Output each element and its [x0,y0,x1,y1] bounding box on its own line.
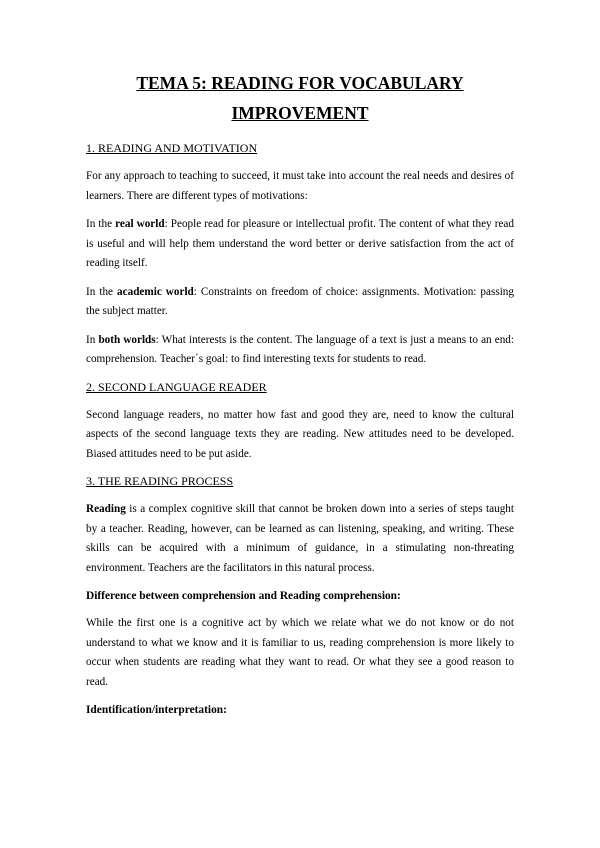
both-worlds-paragraph [86,331,514,370]
reading-term: Reading [86,503,126,515]
reading-text: is a complex cognitive skill that cannot be broken down into a series of steps taught by a teacher. Reading, however, can be learned as can listening, speaking, and writing. These skills can be acquired with a minimum of guidance, in a stimulating non-threating environment. Teachers are the facilitators in this natural process. [86,503,514,574]
real-world-paragraph [86,215,514,274]
both-worlds-text: : What interests is the content. The language of a text is just a means to an end: comprehension. Teacher´s goal: to find interesting texts for students to read. [86,333,514,365]
academic-world-term: academic world [117,285,194,298]
difference-paragraph: While the first one is a cognitive act by which we relate what we do not know or do not understand to what we know and it is familiar to us, reading comprehension is more likely to occur when students are reading what they want to read. Or what they see a good reason to read. [86,617,514,688]
section-2-paragraph: Second language readers, no matter how fast and good they are, need to know the cultural aspects of the second language texts they are reading. New attitudes need to be developed. Biased attitudes need to be put aside. [86,408,514,460]
both-worlds-term: both worlds [98,333,156,346]
document-title [86,68,514,128]
both-worlds-prefix: In [86,333,99,346]
identification-subheading: Identification/interpretation: [86,704,227,716]
section-2-heading: 2. SECOND LANGUAGE READER [86,379,267,394]
academic-world-prefix: In the [86,285,118,298]
document-page [86,68,514,728]
real-world-prefix: In the [86,218,116,230]
title-line-2: IMPROVEMENT [231,103,369,123]
difference-subheading: Difference between comprehension and Reading comprehension: [86,590,401,602]
real-world-text: : People read for pleasure or intellectual profit. The content of what they read is useful and will help them understand the word better or derive satisfaction from the act of reading itself. [86,218,514,269]
title-line-1: TEMA 5: READING FOR VOCABULARY [136,73,464,93]
section-1-intro: For any approach to teaching to succeed, it must take into account the real needs and desires of learners. There are different types of motivations: [86,170,514,202]
academic-world-text: : Constraints on freedom of choice: assignments. Motivation: passing the subject matter. [86,285,514,317]
section-3-heading: 3. THE READING PROCESS [86,474,234,488]
reading-paragraph [86,500,514,578]
section-1-heading: 1. READING AND MOTIVATION [86,141,258,155]
academic-world-paragraph [86,283,514,322]
real-world-term: real world [115,218,165,230]
